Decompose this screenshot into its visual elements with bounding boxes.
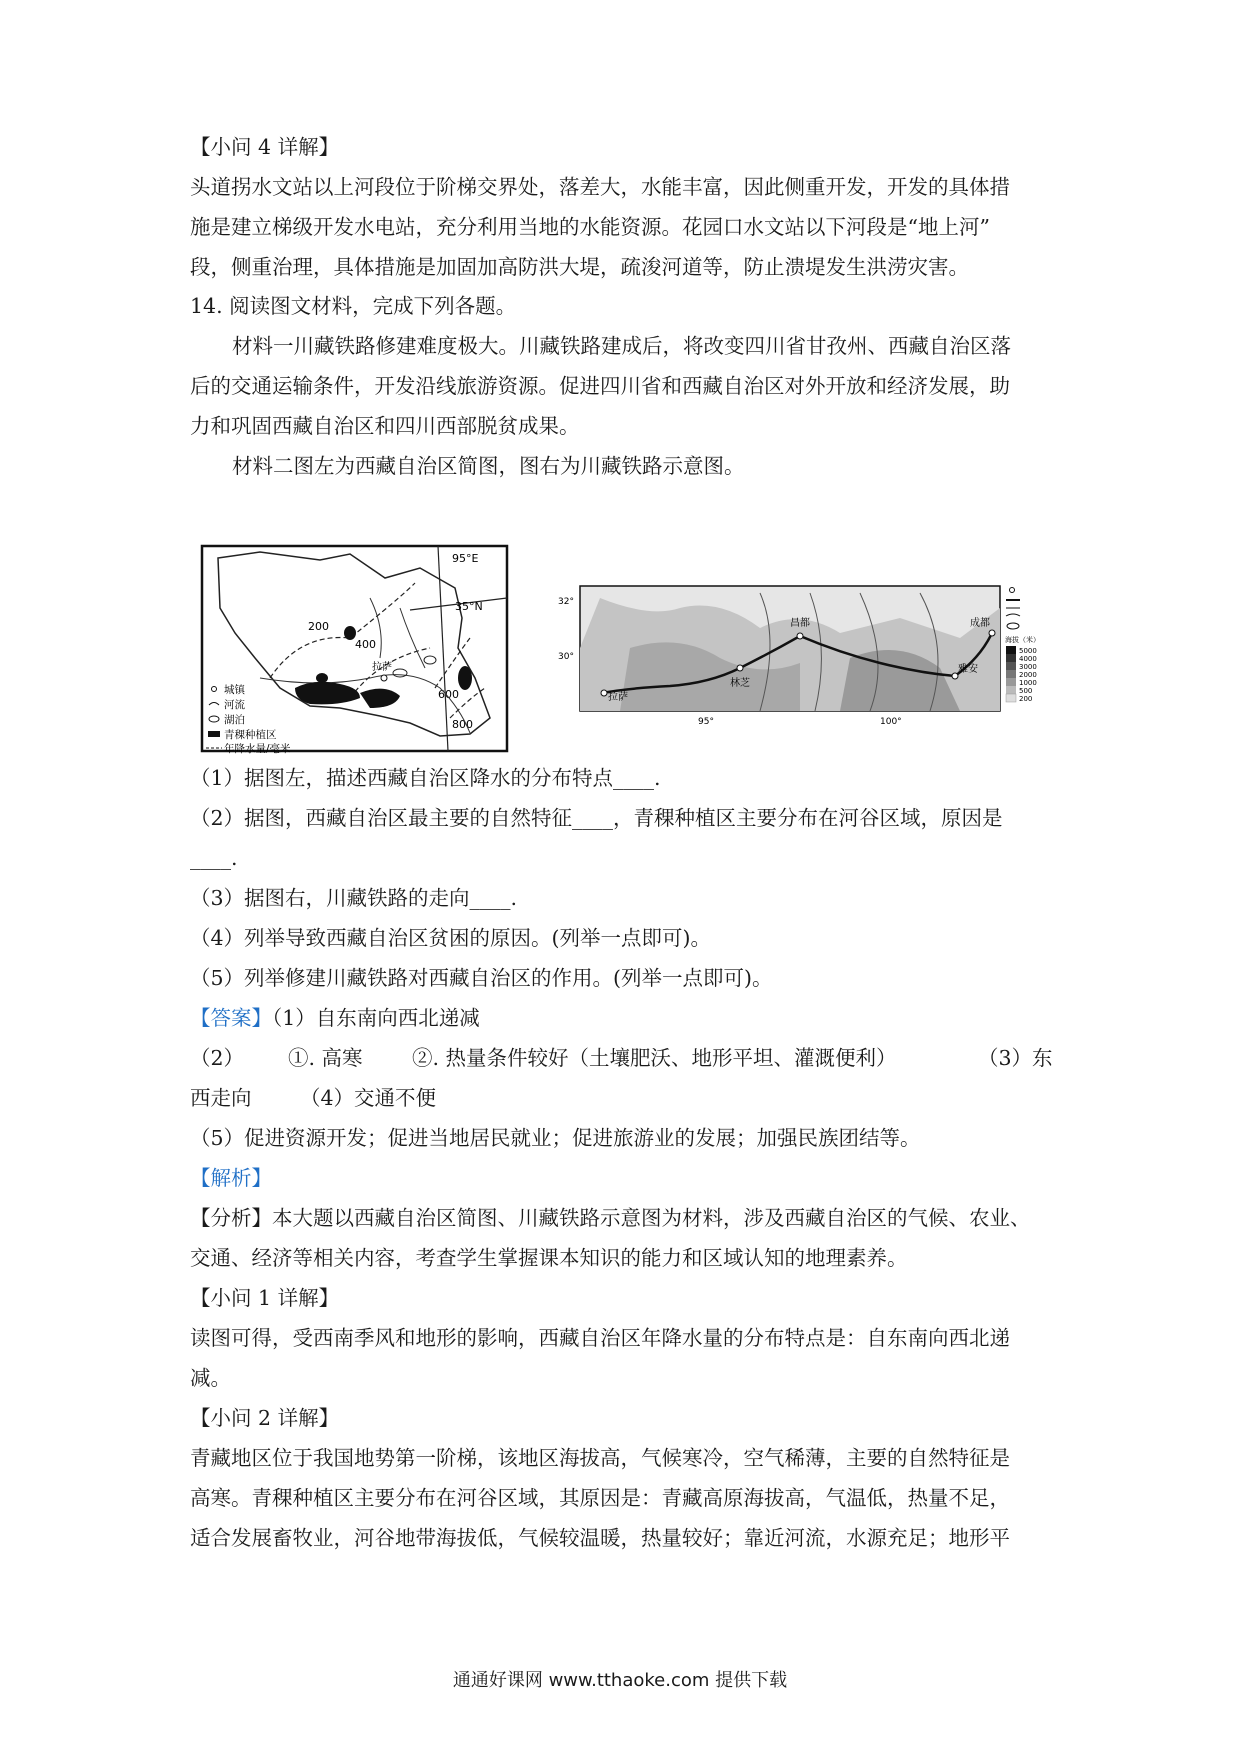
question-line: ____. — [190, 846, 238, 870]
answer-label: 【答案】 — [190, 1006, 272, 1030]
question-line: （3）据图右，川藏铁路的走向____. — [190, 886, 518, 910]
city-marker — [381, 675, 387, 681]
material-one-line: 材料一川藏铁路修建难度极大。川藏铁路建成后，将改变四川省甘孜州、西藏自治区落 — [232, 334, 1011, 358]
maps-figure — [200, 538, 1060, 756]
section-heading: 【小问 1 详解】 — [190, 1286, 340, 1310]
city-label: 雅安 — [958, 664, 978, 675]
paragraph-line: 段，侧重治理，具体措施是加固加高防洪大堤，疏浚河道等，防止溃堤发生洪涝灾害。 — [190, 255, 969, 279]
latitude-label: 32° — [558, 597, 574, 607]
contour-label: 600 — [438, 688, 459, 701]
question-line: （1）据图左，描述西藏自治区降水的分布特点____. — [190, 766, 661, 790]
answer-line — [190, 1083, 1070, 1113]
legend-item: 年降水量/毫米 — [224, 743, 291, 755]
material-one-line: 后的交通运输条件，开发沿线旅游资源。促进四川省和西藏自治区对外开放和经济发展，助 — [190, 374, 1010, 398]
city-label: 林芝 — [730, 678, 750, 689]
barley-area — [458, 666, 472, 690]
elevation-value: 5000 — [1019, 647, 1037, 655]
city-marker — [797, 633, 803, 639]
legend-item: 青稞种植区 — [224, 729, 277, 741]
answer-4: （4）交通不便 — [300, 1086, 437, 1110]
analysis-label: 【解析】 — [190, 1166, 272, 1190]
material-two-line: 材料二图左为西藏自治区简图，图右为川藏铁路示意图。 — [232, 454, 745, 478]
elevation-value: 1000 — [1019, 679, 1037, 687]
paragraph-line: 施是建立梯级开发水电站，充分利用当地的水能资源。花园口水文站以下河段是“地上河” — [190, 215, 990, 239]
question-title: 14. 阅读图文材料，完成下列各题。 — [190, 294, 517, 318]
question-line: （2）据图，西藏自治区最主要的自然特征____，青稞种植区主要分布在河谷区域，原因是 — [190, 806, 1003, 830]
answer-2-part-1: ①. 高寒 — [288, 1046, 363, 1070]
elevation-legend-title: 海拔（米） — [1005, 636, 1040, 644]
legend-item: 城镇 — [224, 684, 245, 696]
question-line: （4）列举导致西藏自治区贫困的原因。(列举一点即可)。 — [190, 926, 712, 950]
barley-area — [316, 673, 328, 683]
material-one-line: 力和巩固西藏自治区和四川西部脱贫成果。 — [190, 414, 580, 438]
elevation-value: 200 — [1019, 695, 1033, 703]
elevation-value: 2000 — [1019, 671, 1037, 679]
answer-3-continued: 西走向 — [190, 1086, 252, 1110]
latitude-label: 30° — [558, 652, 574, 662]
elevation-value: 3000 — [1019, 663, 1037, 671]
question-line: （5）列举修建川藏铁路对西藏自治区的作用。(列举一点即可)。 — [190, 966, 773, 990]
answer-3-number: （3）东 — [978, 1046, 1053, 1070]
city-marker — [737, 665, 743, 671]
barley-area — [344, 626, 356, 640]
page-footer: 通通好课网 www.tthaoke.com 提供下载 — [452, 1670, 788, 1691]
city-marker — [601, 690, 607, 696]
answer-1: （1）自东南向西北递减 — [272, 1006, 480, 1030]
analysis-line: 适合发展畜牧业，河谷地带海拔低，气候较温暖，热量较好；靠近河流，水源充足；地形平 — [190, 1526, 1010, 1550]
tibet-map — [202, 546, 507, 755]
answer-2-number: （2） — [190, 1046, 245, 1070]
contour-label: 400 — [355, 638, 376, 651]
city-label: 成都 — [970, 618, 990, 629]
analysis-line: 青藏地区位于我国地势第一阶梯，该地区海拔高，气候寒冷，空气稀薄，主要的自然特征是 — [190, 1446, 1010, 1470]
longitude-label: 100° — [880, 717, 902, 727]
railway-legend — [1005, 588, 1040, 704]
analysis-line: 读图可得，受西南季风和地形的影响，西藏自治区年降水量的分布特点是：自东南向西北递 — [190, 1326, 1010, 1350]
city-label: 昌都 — [790, 618, 810, 629]
latitude-label: 35°N — [455, 600, 483, 613]
paragraph-line: 头道拐水文站以上河段位于阶梯交界处，落差大，水能丰富，因此侧重开发，开发的具体措 — [190, 175, 1010, 199]
contour-label: 800 — [452, 718, 473, 731]
answer-5: （5）促进资源开发；促进当地居民就业；促进旅游业的发展；加强民族团结等。 — [190, 1126, 921, 1150]
longitude-label: 95°E — [452, 552, 479, 565]
analysis-line: 高寒。青稞种植区主要分布在河谷区域，其原因是：青藏高原海拔高，气温低，热量不足， — [190, 1486, 1010, 1510]
answer-2-part-2: ②. 热量条件较好（土壤肥沃、地形平坦、灌溉便利） — [412, 1046, 897, 1070]
city-marker — [989, 630, 995, 636]
section-heading: 【小问 4 详解】 — [190, 135, 340, 159]
legend-item: 河流 — [224, 699, 245, 711]
contour-label: 200 — [308, 620, 329, 633]
longitude-label: 95° — [698, 717, 714, 727]
city-label: 拉萨 — [372, 662, 392, 673]
section-heading: 【小问 2 详解】 — [190, 1406, 340, 1430]
answer-line — [190, 1003, 1070, 1033]
analysis-line: 【分析】本大题以西藏自治区简图、川藏铁路示意图为材料，涉及西藏自治区的气候、农业、 — [190, 1206, 1031, 1230]
elevation-value: 4000 — [1019, 655, 1037, 663]
legend-item: 湖泊 — [224, 714, 245, 726]
elevation-value: 500 — [1019, 687, 1033, 695]
railway-map — [558, 586, 1040, 727]
analysis-line: 减。 — [190, 1366, 231, 1390]
analysis-line: 交通、经济等相关内容，考查学生掌握课本知识的能力和区域认知的地理素养。 — [190, 1246, 908, 1270]
city-label: 拉萨 — [608, 692, 628, 703]
